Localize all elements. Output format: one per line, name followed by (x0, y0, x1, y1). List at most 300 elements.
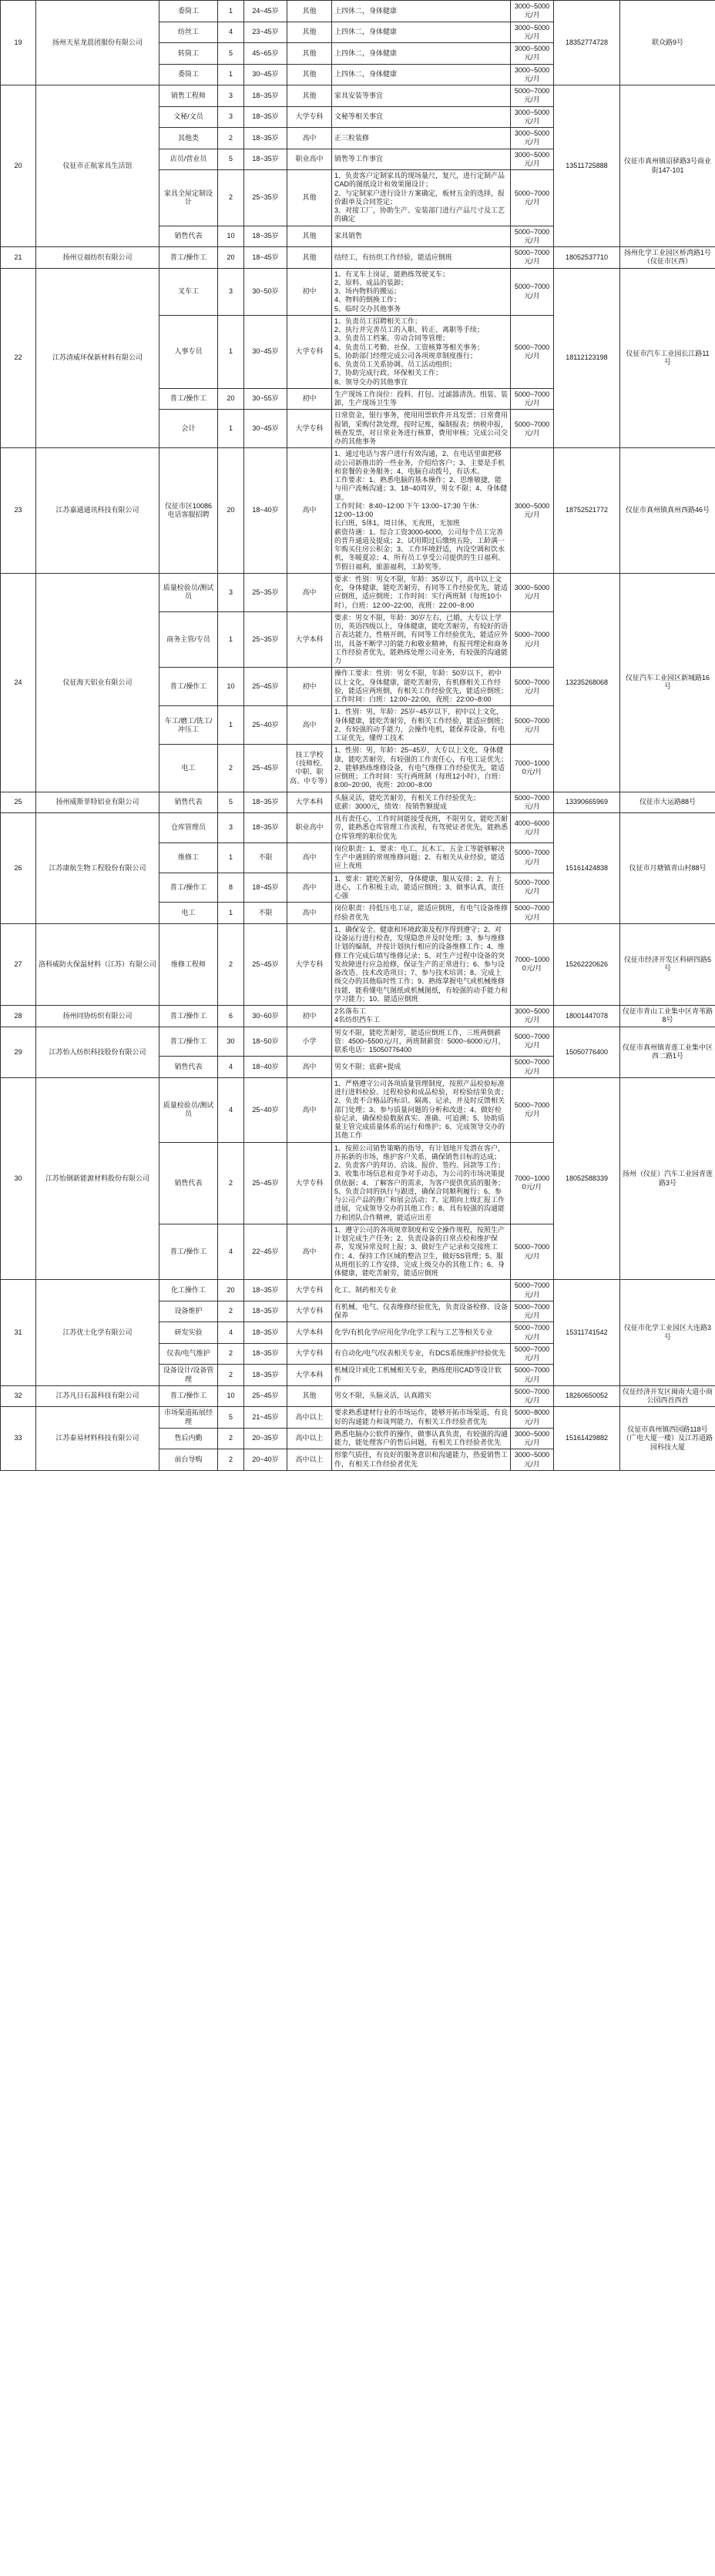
job-requirements: 家具销售 (332, 226, 511, 247)
job-headcount: 4 (218, 1057, 244, 1078)
job-title: 仪征市区10086电话客服招聘 (159, 448, 218, 574)
job-salary: 7000~10000元/月 (511, 745, 554, 792)
company-number: 20 (1, 85, 36, 247)
job-headcount: 5 (218, 792, 244, 813)
company-phone: 18052537710 (554, 247, 620, 269)
job-title: 仓库管理员 (159, 813, 218, 843)
company-number: 26 (1, 813, 36, 924)
job-salary: 5000~7000元/月 (511, 85, 554, 107)
company-address: 仪征经济开发区闽南大道小商公园西首西首 (620, 1385, 715, 1407)
job-requirements: 上四休二，身体健康 (332, 43, 511, 65)
company-phone: 18001447078 (554, 1006, 620, 1027)
job-requirements: 要求：性别：男女不限，年龄：35岁以下，高中以上文化，身体健康，能吃苦耐劳，有同等工作经验优先，能适应倒班，适应倒班；工作时间：实行两班制（每班10小时），白班：12:00~22:00，夜班：22:00~8:00 (332, 573, 511, 611)
job-title: 维修工程师 (159, 923, 218, 1005)
company-name: 仪征市正航家具生活馆 (36, 85, 159, 247)
job-title: 销售工程师 (159, 85, 218, 107)
job-age: 30~55岁 (244, 388, 287, 410)
job-headcount: 2 (218, 170, 244, 226)
job-requirements: 1、严格遵守公司各项质量管理制度，按照产品检验标准进行进料检验、过程检验和成品检验，对检验结果负责；2、负责不合格品的标识、隔离、记录，并及时反馈相关部门处理；3、参与质量问题的分析和改进；4、做好检验记录，确保检验数据真实、准确、可追溯；5、协助质量主管完成质量体系的运行和维护；6、完成领导交办的其他工作 (332, 1077, 511, 1142)
company-phone: 15262220626 (554, 923, 620, 1005)
job-salary: 3000~5000元/月 (511, 106, 554, 128)
company-address: 扬州化学工业园区桥湾路1号（仪征市区西） (620, 247, 715, 269)
company-name: 江苏凡日石蕊科技有限公司 (36, 1385, 159, 1407)
job-age: 25~35岁 (244, 611, 287, 668)
job-education: 大学专科 (287, 1301, 332, 1322)
job-education: 大学专科 (287, 1280, 332, 1301)
job-title: 普工/操作工 (159, 668, 218, 706)
company-name: 江苏清威环保新材料有限公司 (36, 268, 159, 448)
job-age: 18~35岁 (244, 226, 287, 247)
job-requirements: 上四休二，身体健康 (332, 64, 511, 85)
job-title: 电工 (159, 903, 218, 924)
job-title: 销售代表 (159, 1142, 218, 1224)
table-row (1, 813, 715, 843)
job-headcount: 4 (218, 1322, 244, 1344)
job-age: 18~35岁 (244, 792, 287, 813)
job-salary: 5000~7000元/月 (511, 873, 554, 903)
job-headcount: 1 (218, 64, 244, 85)
job-education: 高中 (287, 842, 332, 873)
job-education: 高中以上 (287, 1428, 332, 1449)
job-headcount: 2 (218, 1365, 244, 1386)
job-education: 高中 (287, 873, 332, 903)
job-title: 委筒工 (159, 64, 218, 85)
job-age: 不限 (244, 903, 287, 924)
job-headcount: 3 (218, 106, 244, 128)
job-age: 18~35岁 (244, 106, 287, 128)
job-salary: 5000~7000元/月 (511, 842, 554, 873)
table-row (1, 923, 715, 1005)
job-education: 其他 (287, 85, 332, 107)
job-requirements: 1、有叉车上岗证，能熟练驾驶叉车； 2、原料、成品的装卸； 3、场内物料的搬运； 4、物料的倒换工作； 5、临时交办其他事务 (332, 268, 511, 315)
table-row (1, 1027, 715, 1057)
job-age: 30~45岁 (244, 410, 287, 448)
table-row (1, 792, 715, 813)
job-education: 职业高中 (287, 149, 332, 170)
job-age: 25~45岁 (244, 668, 287, 706)
company-number: 21 (1, 247, 36, 269)
company-address: 仪征市真州镇真州西路46号 (620, 448, 715, 574)
job-education: 高中 (287, 1224, 332, 1280)
company-name: 江苏康航生物工程股份有限公司 (36, 813, 159, 924)
job-title: 质量检验员/测试员 (159, 573, 218, 611)
job-education: 大学本科 (287, 792, 332, 813)
job-salary: 5000~7000元/月 (511, 1301, 554, 1322)
job-requirements: 要求：男女不限，年龄：30岁左右，已婚，大专以上学历，英语四级以上，身体健康，能吃苦耐劳，有较好的语言表达能力，性格开朗，有同等工作经验优先，能适应外出，具备不断学习的能力和敬业精神，有报刊理论和商务工作经验者优先，能熟练处理公司业务，有较强的沟通能力 (332, 611, 511, 668)
job-salary: 3000~5000元/月 (511, 22, 554, 43)
job-title: 委筒工 (159, 1, 218, 22)
job-education: 高中 (287, 1057, 332, 1078)
job-education: 大学专科 (287, 1343, 332, 1365)
job-headcount: 20 (218, 448, 244, 574)
job-headcount: 10 (218, 1385, 244, 1407)
job-education: 大学本科 (287, 1365, 332, 1386)
job-requirements: 1、负责员工招聘相关工作； 2、执行并完善员工的入职、转正、离职等手续； 3、负责员工档案、劳动合同等管理； 4、负责员工考勤、社保、工资核算等相关事务； 5、协助部门经理完成公司各项规章制度推行； 6、负责员工关系协调、员工活动组织； 7、协助完成行政、环保相关工作； 8、领导交办的其他事宜 (332, 315, 511, 388)
job-salary: 5000~7000元/月 (511, 170, 554, 226)
job-salary: 5000~7000元/月 (511, 1057, 554, 1078)
job-title: 研发实验 (159, 1322, 218, 1344)
job-age: 21~45岁 (244, 1407, 287, 1429)
job-headcount: 1 (218, 903, 244, 924)
job-age: 不限 (244, 842, 287, 873)
job-title: 普工/操作工 (159, 1385, 218, 1407)
job-education: 初中 (287, 1006, 332, 1027)
company-name: 扬州豆福纺织有限公司 (36, 247, 159, 269)
job-age: 24~45岁 (244, 1, 287, 22)
company-address: 仪征市汽车工业园长江路11号 (620, 268, 715, 448)
job-headcount: 4 (218, 1077, 244, 1142)
job-age: 18~35岁 (244, 1280, 287, 1301)
job-education: 高中以上 (287, 1449, 332, 1471)
job-education: 高中 (287, 128, 332, 149)
job-headcount: 4 (218, 22, 244, 43)
table-row (1, 1, 715, 22)
table-row (1, 1407, 715, 1429)
job-salary: 5000~7000元/月 (511, 1027, 554, 1057)
table-row (1, 247, 715, 269)
job-salary: 5000~7000元/月 (511, 1224, 554, 1280)
job-salary: 5000~7000元/月 (511, 1343, 554, 1365)
job-education: 初中 (287, 668, 332, 706)
job-salary: 5000~7000元/月 (511, 226, 554, 247)
job-requirements: 1、确保安全、健康和环境政策及程序得到遵守；2、对设备运行进行检查，发现隐患并及时处理；3、参与维修计划的编制，并按计划执行相应的设备维修工作；4、维修工作完成后填写维修记录；5、对生产过程中设备的突发故障进行应急抢修，保证生产的正常进行；6、参与设备改造、技术改造项目；7、参与技术培训；8、完成上级交办的其他临时性工作；9、熟练掌握电气或机械维修技能，能看懂电气图纸或机械图纸，有较强的动手能力和学习能力；10、能适应倒班 (332, 923, 511, 1005)
job-education: 技工学校（技师校、中职、职高、中专等） (287, 745, 332, 792)
job-headcount: 1 (218, 410, 244, 448)
job-education: 其他 (287, 226, 332, 247)
job-salary: 3000~5000元/月 (511, 1006, 554, 1027)
table-row (1, 85, 715, 107)
company-name: 扬州威斯菲特铝业有限公司 (36, 792, 159, 813)
company-address: 仪征市真州镇西园路118号（广电大厦一楼）及江苏道路园科技大厦 (620, 1407, 715, 1471)
job-title: 普工/操作工 (159, 1006, 218, 1027)
job-requirements: 1、性别：男，年龄：25~45岁，大专以上文化，身体健康，能吃苦耐劳，有较强的工作责任心，有电工证优先；2、能够熟练维修设备，有电气维修工作经验优先，能适应倒班；工作时间：实行两班制（每班12小时），白班：8:00~20:00，夜班：20:00~8:00 (332, 745, 511, 792)
job-salary: 5000~7000元/月 (511, 1280, 554, 1301)
job-age: 18~35岁 (244, 1365, 287, 1386)
company-phone: 15161424838 (554, 813, 620, 924)
job-title: 设备维护 (159, 1301, 218, 1322)
company-address: 仪征市化学工业园区大连路3号 (620, 1280, 715, 1386)
company-name: 扬州天星龙晨团服份有限公司 (36, 1, 159, 85)
job-headcount: 1 (218, 315, 244, 388)
job-salary: 3000~5000元/月 (511, 573, 554, 611)
job-age: 30~45岁 (244, 315, 287, 388)
job-requirements: 1、按照公司销售策略的指导，有计划地开发潜在客户，开拓新的市场，维护客户关系，确保销售目标的达成；2、负责客户的拜访、洽谈、报价、签约、回款等工作；3、收集市场信息和竞争对手动态，为公司的市场决策提供依据；4、了解客户的需求，为客户提供优质的服务；5、负责合同的执行与跟进，确保合同顺利履行；6、参与公司产品的推广和展会活动；7、定期向上级汇报工作进展，完成领导交办的其他工作；8、具有较强的沟通能力和团队合作精神，能适应出差 (332, 1142, 511, 1224)
job-age: 30~50岁 (244, 268, 287, 315)
job-age: 25~45岁 (244, 1142, 287, 1224)
job-title: 销售代表 (159, 1057, 218, 1078)
job-salary: 7000~10000元/月 (511, 1142, 554, 1224)
job-age: 18~35岁 (244, 813, 287, 843)
job-headcount: 30 (218, 1027, 244, 1057)
job-salary: 5000~7000元/月 (511, 247, 554, 269)
job-headcount: 3 (218, 85, 244, 107)
job-title: 店员/营业员 (159, 149, 218, 170)
job-salary: 5000~7000元/月 (511, 668, 554, 706)
job-age: 18~35岁 (244, 149, 287, 170)
job-salary: 5000~7000元/月 (511, 388, 554, 410)
job-age: 30~45岁 (244, 64, 287, 85)
job-requirements: 机械设计或化工机械相关专业，熟练使用CAD等设计软件 (332, 1365, 511, 1386)
job-requirements: 1、要求：能吃苦耐劳，身体健康，服从安排；2、有上进心，工作积极主动，能适应倒班；3、做事认真，责任心强 (332, 873, 511, 903)
job-title: 维修工 (159, 842, 218, 873)
job-title: 普工/操作工 (159, 873, 218, 903)
job-requirements: 上四休二，身体健康 (332, 1, 511, 22)
job-title: 仪表/电气维护 (159, 1343, 218, 1365)
company-phone: 18260650052 (554, 1385, 620, 1407)
company-number: 24 (1, 573, 36, 792)
job-title: 文秘/文员 (159, 106, 218, 128)
job-requirements: 2名落布工 4名纺织挡车工 (332, 1006, 511, 1027)
job-title: 普工/操作工 (159, 388, 218, 410)
job-headcount: 20 (218, 247, 244, 269)
table-row (1, 573, 715, 611)
job-requirements: 男女不限，能吃苦耐劳，能适应倒班工作，三班两倒薪资：4500~5500元/月，两班制薪资：5000~6000元/月，联系电话：15050776400 (332, 1027, 511, 1057)
job-requirements: 化学/有机化学/应用化学/化学工程与工艺等相关专业 (332, 1322, 511, 1344)
job-requirements: 1、性别：男，年龄：25岁~45岁以下，初中以上文化，身体健康，能吃苦耐劳，有相关工作经验，能适应倒班；2、有较强的动手能力，会操作电机，能保养设备，有电工证优先，懂焊工技术 (332, 706, 511, 745)
job-title: 人事专员 (159, 315, 218, 388)
job-headcount: 10 (218, 668, 244, 706)
job-age: 25~45岁 (244, 1385, 287, 1407)
job-headcount: 2 (218, 1428, 244, 1449)
job-salary: 3000~5000元/月 (511, 1449, 554, 1471)
company-name: 江苏怡人纺织科技股份有限公司 (36, 1027, 159, 1077)
job-requirements: 操作工要求：性别：男女不限，年龄：50岁以下，初中以上文化，身体健康，能吃苦耐劳，有机修相关工作经验，能适应两班倒，有相关工作经验优先，能适应倒班；工作时间：白班：12:00~22:00，夜班：22:00~8:00 (332, 668, 511, 706)
job-headcount: 6 (218, 1006, 244, 1027)
job-headcount: 2 (218, 745, 244, 792)
job-salary: 5000~7000元/月 (511, 792, 554, 813)
job-education: 初中 (287, 268, 332, 315)
company-number: 28 (1, 1006, 36, 1027)
job-headcount: 3 (218, 813, 244, 843)
job-headcount: 2 (218, 1343, 244, 1365)
company-address: 仪征市青山工业集中区青苇路8号 (620, 1006, 715, 1027)
job-education: 职业高中 (287, 813, 332, 843)
job-title: 转筒工 (159, 43, 218, 65)
job-requirements: 具有责任心，工作时间能接受夜班，不限男女，能吃苦耐劳，能熟悉仓库管理工作流程，有驾驶证者优先，能熟悉仓库管理的职位优先 (332, 813, 511, 843)
company-name: 江苏泰易材料科技有限公司 (36, 1407, 159, 1471)
job-age: 18~35岁 (244, 1343, 287, 1365)
job-headcount: 3 (218, 268, 244, 315)
company-phone: 18752521772 (554, 448, 620, 574)
job-education: 大学本科 (287, 1322, 332, 1344)
job-education: 其他 (287, 1385, 332, 1407)
job-age: 25~40岁 (244, 1077, 287, 1142)
company-number: 27 (1, 923, 36, 1005)
job-title: 商务主管/专员 (159, 611, 218, 668)
job-age: 22~45岁 (244, 1224, 287, 1280)
job-age: 18~35岁 (244, 1322, 287, 1344)
company-address: 仪征市真州镇青莲工业集中区西二路1号 (620, 1027, 715, 1077)
job-age: 18~40岁 (244, 448, 287, 574)
company-phone: 15050776400 (554, 1027, 620, 1077)
job-education: 高中以上 (287, 1407, 332, 1429)
job-requirements: 结经工，有纺织工作经验，能适应倒班 (332, 247, 511, 269)
job-headcount: 2 (218, 1142, 244, 1224)
job-title: 其他类 (159, 128, 218, 149)
job-title: 市场渠道拓展经理 (159, 1407, 218, 1429)
table-row (1, 1077, 715, 1142)
job-salary: 5000~7000元/月 (511, 315, 554, 388)
job-requirements: 熟悉电脑办公软件的操作，做事认真负责，有较强的沟通能力，能处理客户的售后问题，有相关工作经验者优先 (332, 1428, 511, 1449)
job-requirements: 岗位职责：持低压电工证，能适应倒班，有电气设备维修经验者优先 (332, 903, 511, 924)
table-row (1, 268, 715, 315)
job-title: 普工/操作工 (159, 247, 218, 269)
job-age: 25~40岁 (244, 706, 287, 745)
job-age: 30~60岁 (244, 1006, 287, 1027)
job-education: 大学专科 (287, 410, 332, 448)
job-title: 普工/操作工 (159, 1224, 218, 1280)
job-requirements: 日常资金，银行事务，使用用票软件开具发票；日常费用报销，采购付款处理，按时记账，编制报表；纳税申报，核查发票，对日常业务进行核算，费用审核；完成公司交办的其他事务 (332, 410, 511, 448)
table-row (1, 448, 715, 574)
job-title: 质量检验员/测试员 (159, 1077, 218, 1142)
job-headcount: 20 (218, 388, 244, 410)
job-education: 大学专科 (287, 315, 332, 388)
job-education: 小学 (287, 1027, 332, 1057)
job-education: 高中 (287, 448, 332, 574)
company-phone: 13511725888 (554, 85, 620, 247)
job-title: 化工操作工 (159, 1280, 218, 1301)
job-education: 其他 (287, 64, 332, 85)
company-name: 洛科威防火保温材料（江苏）有限公司 (36, 923, 159, 1005)
job-requirements: 家具安装等事宜 (332, 85, 511, 107)
company-phone: 18052588339 (554, 1077, 620, 1280)
job-salary: 3000~5000元/月 (511, 1, 554, 22)
job-age: 18~35岁 (244, 1301, 287, 1322)
job-title: 电工 (159, 745, 218, 792)
job-requirements: 男女不限，头脑灵活，认真踏实 (332, 1385, 511, 1407)
job-education: 大学专科 (287, 923, 332, 1005)
job-education: 大学专科 (287, 1142, 332, 1224)
job-salary: 5000~7000元/月 (511, 706, 554, 745)
job-education: 高中 (287, 573, 332, 611)
job-education: 高中 (287, 1077, 332, 1142)
job-headcount: 5 (218, 43, 244, 65)
job-title: 销售代表 (159, 226, 218, 247)
company-address: 仪征市大运路88号 (620, 792, 715, 813)
job-title: 设备设计/设备管理 (159, 1365, 218, 1386)
job-age: 18~45岁 (244, 247, 287, 269)
company-name: 江苏怡钢新能源材料股份有限公司 (36, 1077, 159, 1280)
company-address: 联众路9号 (620, 1, 715, 85)
table-body (1, 1, 715, 1471)
job-requirements: 销售等工作事宜 (332, 149, 511, 170)
job-salary: 3000~5000元/月 (511, 128, 554, 149)
job-headcount: 5 (218, 1407, 244, 1429)
company-address: 仪征市真州镇诏驿路3号商业街147-101 (620, 85, 715, 247)
job-requirements: 要求熟悉建材行业的市场运作，能够开拓市场渠道，有良好的沟通能力和谈判能力，有相关工作经验者优先 (332, 1407, 511, 1429)
table-row (1, 1280, 715, 1301)
company-number: 31 (1, 1280, 36, 1386)
job-title: 叉车工 (159, 268, 218, 315)
job-title: 家具全屋定制设计 (159, 170, 218, 226)
job-age: 20~35岁 (244, 1428, 287, 1449)
job-salary: 5000~7000元/月 (511, 268, 554, 315)
job-education: 高中 (287, 706, 332, 745)
job-headcount: 1 (218, 1, 244, 22)
job-salary: 5000~8000元/月 (511, 1407, 554, 1429)
job-requirements: 化工、制药相关专业 (332, 1280, 511, 1301)
company-phone: 13235268068 (554, 573, 620, 792)
job-headcount: 10 (218, 226, 244, 247)
job-headcount: 4 (218, 1224, 244, 1280)
job-age: 45~65岁 (244, 43, 287, 65)
company-phone: 15311741542 (554, 1280, 620, 1386)
job-age: 18~35岁 (244, 128, 287, 149)
job-salary: 5000~7000元/月 (511, 903, 554, 924)
job-salary: 7000~10000元/月 (511, 923, 554, 1005)
job-requirements: 头脑灵活，能吃苦耐劳，有相关工作经验优先； 底薪：3000元，绩效：按销售额提成 (332, 792, 511, 813)
company-name: 江苏嘉通通讯科技有限公司 (36, 448, 159, 574)
job-salary: 3000~5000元/月 (511, 149, 554, 170)
company-phone: 18112123198 (554, 268, 620, 448)
job-headcount: 8 (218, 873, 244, 903)
job-headcount: 20 (218, 1280, 244, 1301)
job-headcount: 2 (218, 1301, 244, 1322)
job-requirements: 有自动化/电气/仪表相关专业，有DCS系统维护经验优先 (332, 1343, 511, 1365)
job-requirements: 1、负责客户定制家具的现场量尺，复尺，进行定制产品CAD的图纸设计和效果图设计； 2、与定制家户进行设计方案确定，板材五金的选择，报价跟单及合同签定； 3、对接工厂，协助生产、安装部门进行产品尺寸及工艺的确定 (332, 170, 511, 226)
company-name: 江苏优士化学有限公司 (36, 1280, 159, 1386)
job-headcount: 2 (218, 1449, 244, 1471)
company-phone: 15161429882 (554, 1407, 620, 1471)
company-number: 33 (1, 1407, 36, 1471)
company-address: 仪征市经济开发区科研四路5号 (620, 923, 715, 1005)
company-address: 仪征汽车工业园区新城路16号 (620, 573, 715, 792)
company-phone: 13390665969 (554, 792, 620, 813)
job-education: 其他 (287, 22, 332, 43)
job-education: 其他 (287, 170, 332, 226)
company-number: 29 (1, 1027, 36, 1077)
job-age: 18~40岁 (244, 1057, 287, 1078)
job-title: 销售代表 (159, 792, 218, 813)
job-requirements: 岗位职责：1、要求：电工、瓦木工、五金工等能够解决生产中遇到的常规维修问题；2、有相关从业经验，能适应上夜班 (332, 842, 511, 873)
job-salary: 5000~7000元/月 (511, 611, 554, 668)
company-number: 19 (1, 1, 36, 85)
job-salary: 5000~7000元/月 (511, 1385, 554, 1407)
company-number: 32 (1, 1385, 36, 1407)
company-name: 扬州同协纺织有限公司 (36, 1006, 159, 1027)
job-age: 20~40岁 (244, 1449, 287, 1471)
table-row (1, 1006, 715, 1027)
job-title: 纺丝工 (159, 22, 218, 43)
job-education: 其他 (287, 247, 332, 269)
job-age: 18~50岁 (244, 1027, 287, 1057)
job-headcount: 2 (218, 128, 244, 149)
job-salary: 3000~5000元/月 (511, 43, 554, 65)
job-headcount: 3 (218, 573, 244, 611)
job-education: 大学专科 (287, 106, 332, 128)
company-phone: 18352774728 (554, 1, 620, 85)
job-age: 23~45岁 (244, 22, 287, 43)
job-age: 25~45岁 (244, 745, 287, 792)
job-title: 前台导购 (159, 1449, 218, 1471)
job-title: 车工/磨工/铣工/冲压工 (159, 706, 218, 745)
job-requirements: 1、通过电话与客户进行有效沟通，2、在电话里面把移动公司新推出的一些业务，介绍给客户；3、主要是手机和套餐的业务服务；4、电脑自动拨号，有话术。 工作要求：1、熟悉电脑的基本操作；2、思维敏捷，能与用户流畅沟通；3、18~40周岁，男女不限；4、身体健康。 工作时间：8:40~12:00 下午 13:00~17:30 午休：12:00~13:00 长白班，5休1，周日休，无夜班，无加班 薪资待遇：1、综合工资3000-6000，公司每个员工完善的晋升通道及提成；2、试用期过后缴纳五险，工龄满一年购买住房公积金；3、工作环境舒适，内设空调和饮水机，冬暖夏凉；4、所有员工享受公司提供的生日福利、节假日福利，旅游福利，工龄奖等。 (332, 448, 511, 574)
company-number: 25 (1, 792, 36, 813)
job-requirements: 有机械、电气、仪表维修经验优先，负责设备检修、设备保养 (332, 1301, 511, 1322)
company-address: 仪征市月塘镇青山村88号 (620, 813, 715, 924)
company-number: 23 (1, 448, 36, 574)
job-headcount: 5 (218, 149, 244, 170)
job-age: 18~35岁 (244, 85, 287, 107)
job-requirements: 上四休二，身体健康 (332, 22, 511, 43)
company-number: 30 (1, 1077, 36, 1280)
job-age: 18~45岁 (244, 873, 287, 903)
job-headcount: 2 (218, 923, 244, 1005)
job-requirements: 生产现场工作岗位：投料、打包、过滤器清洗、组装、装卸，生产现场卫生等 (332, 388, 511, 410)
job-requirements: 文秘等相关事宜 (332, 106, 511, 128)
job-education: 初中 (287, 388, 332, 410)
job-salary: 3000~5000元/月 (511, 64, 554, 85)
